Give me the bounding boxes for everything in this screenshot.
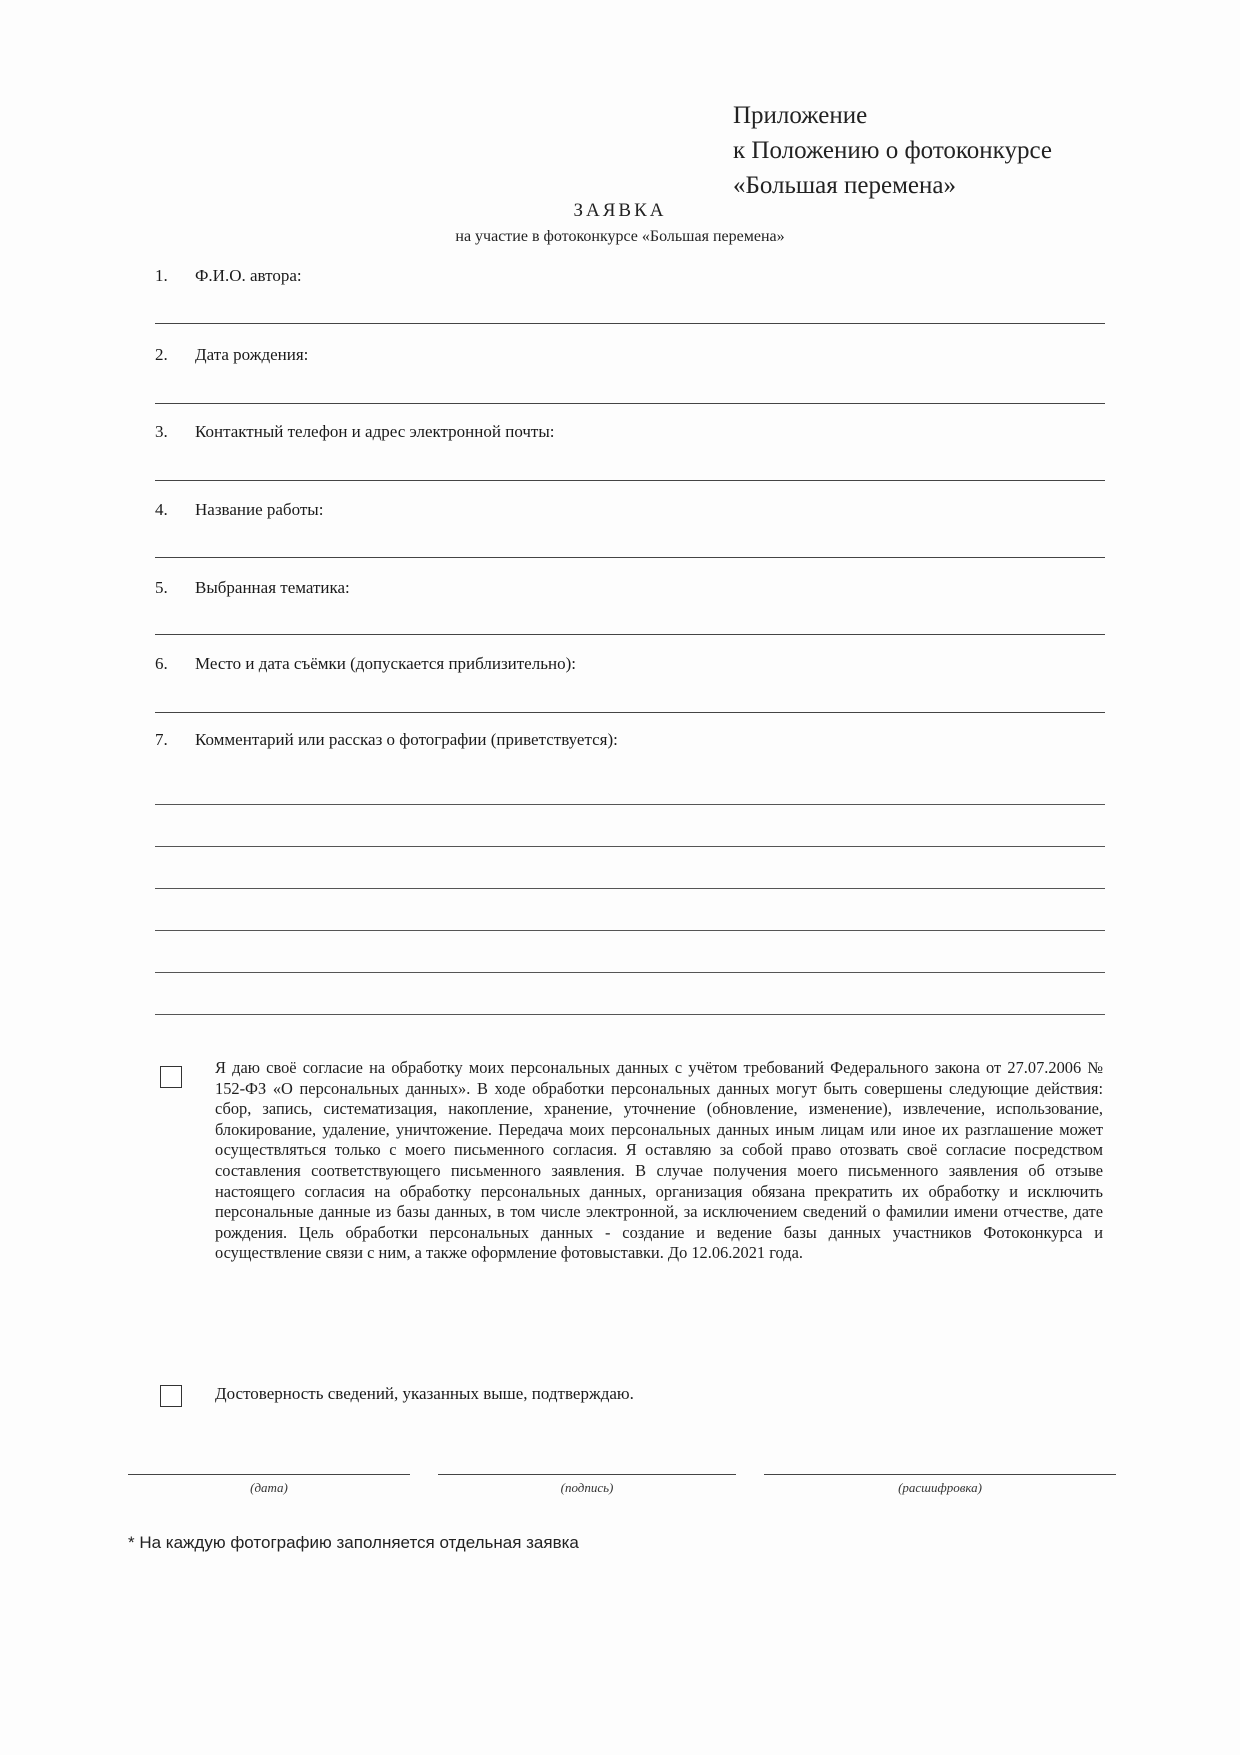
comment-input-line[interactable] bbox=[155, 930, 1105, 931]
signature-label: (подпись) bbox=[560, 1480, 614, 1495]
confirm-checkbox[interactable] bbox=[160, 1385, 182, 1407]
field-label: Контактный телефон и адрес электронной почты: bbox=[195, 422, 555, 441]
field-number: 4. bbox=[155, 500, 168, 519]
confirm-text: Достоверность сведений, указанных выше, подтверждаю. bbox=[215, 1384, 634, 1403]
comment-input-line[interactable] bbox=[155, 846, 1105, 847]
date-signature-line[interactable] bbox=[128, 1474, 410, 1475]
field-number: 2. bbox=[155, 345, 168, 364]
form-title: ЗАЯВКА bbox=[573, 200, 667, 221]
consent-text: Я даю своё согласие на обработку моих персональных данных с учётом требований Федерального закона от 27.07.2006 № 152-ФЗ «О персональных данных». В ходе обработки персональных данных могут быть совершены следующие действия: сбор, запись, систематизация, накопление, хранение, уточнение (обновление, изменение), извлечение, использование, блокирование, удаление, уничтожение. Передача моих персональных данных иным лицам или иное их разглашение может осуществляться только с моего письменного согласия. Я оставляю за собой право отозвать своё согласие посредством составления соответствующего письменного заявления. В случае получения моего письменного заявления об отзыве настоящего согласия на обработку персональных данных, организация обязана прекратить их обработку и исключить персональные данные из базы данных, в том числе электронной, за исключением сведений о фамилии имени отчестве, дате рождения. Цель обработки персональных данных - создание и ведение базы данных участников Фотоконкурса и осуществление связи с ним, а также оформление фотовыставки. До 12.06.2021 года. bbox=[215, 1058, 1103, 1263]
footnote: * На каждую фотографию заполняется отдельная заявка bbox=[128, 1533, 579, 1552]
comment-input-line[interactable] bbox=[155, 972, 1105, 973]
signature-line[interactable] bbox=[438, 1474, 736, 1475]
name-decode-line[interactable] bbox=[764, 1474, 1116, 1475]
comment-input-line[interactable] bbox=[155, 888, 1105, 889]
contact-input-line[interactable] bbox=[155, 480, 1105, 481]
consent-checkbox[interactable] bbox=[160, 1066, 182, 1088]
author-name-input-line[interactable] bbox=[155, 323, 1105, 324]
theme-input-line[interactable] bbox=[155, 634, 1105, 635]
field-label: Название работы: bbox=[195, 500, 324, 519]
appendix-line-1: Приложение bbox=[733, 102, 868, 129]
field-number: 6. bbox=[155, 654, 168, 673]
field-label: Комментарий или рассказ о фотографии (приветствуется): bbox=[195, 730, 618, 749]
work-title-input-line[interactable] bbox=[155, 557, 1105, 558]
appendix-line-2: к Положению о фотоконкурсе bbox=[733, 137, 1052, 164]
name-decode-label: (расшифровка) bbox=[898, 1480, 982, 1495]
appendix-header bbox=[733, 98, 1052, 203]
field-label: Выбранная тематика: bbox=[195, 578, 350, 597]
comment-input-line[interactable] bbox=[155, 804, 1105, 805]
field-number: 3. bbox=[155, 422, 168, 441]
field-number: 1. bbox=[155, 266, 168, 285]
form-subtitle: на участие в фотоконкурсе «Большая перемена» bbox=[455, 228, 785, 245]
comment-input-line[interactable] bbox=[155, 1014, 1105, 1015]
field-label: Ф.И.О. автора: bbox=[195, 266, 302, 285]
date-label: (дата) bbox=[250, 1480, 288, 1495]
place-date-input-line[interactable] bbox=[155, 712, 1105, 713]
field-label: Место и дата съёмки (допускается приблизительно): bbox=[195, 654, 576, 673]
appendix-line-3: «Большая перемена» bbox=[733, 172, 956, 199]
birth-date-input-line[interactable] bbox=[155, 403, 1105, 404]
field-label: Дата рождения: bbox=[195, 345, 309, 364]
field-number: 7. bbox=[155, 730, 168, 749]
field-number: 5. bbox=[155, 578, 168, 597]
